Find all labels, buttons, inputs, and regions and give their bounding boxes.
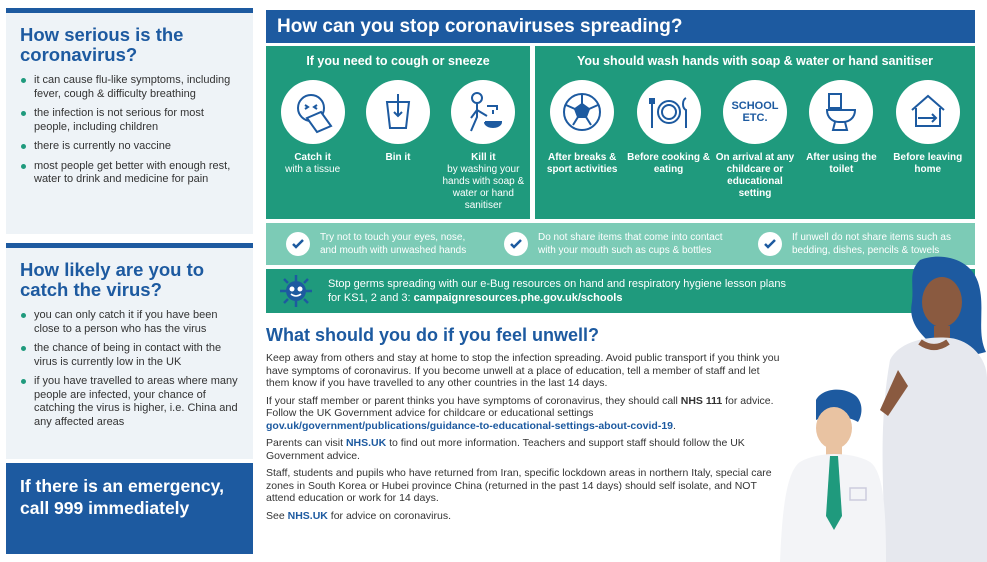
ebug-line1: Stop germs spreading with our e-Bug resources on hand and respiratory hygiene lesson plans xyxy=(328,278,786,290)
kill-it-item xyxy=(441,80,525,212)
toilet-icon xyxy=(809,80,873,144)
tip-text: Do not share items that come into contact with your mouth such as cups & bottles xyxy=(538,232,723,256)
after-breaks-item xyxy=(540,80,624,200)
main-title: How can you stop coronaviruses spreading? xyxy=(266,10,975,43)
unwell-paragraph xyxy=(266,395,781,433)
school-sign-icon xyxy=(723,80,787,144)
cough-heading: If you need to cough or sneeze xyxy=(306,54,490,68)
check-icon xyxy=(504,232,528,256)
tip-text: Try not to touch your eyes, nose, and mouth with unwashed hands xyxy=(320,232,467,256)
likely-panel xyxy=(6,243,253,459)
unwell-paragraph xyxy=(266,437,781,462)
before-cooking-label: Before cooking & eating xyxy=(627,152,710,175)
wash-heading: You should wash hands with soap & water or hand sanitiser xyxy=(576,54,934,68)
gov-guidance-link[interactable]: gov.uk/government/publications/guidance-to-educational-settings-about-covid-19 xyxy=(266,419,674,432)
serious-list xyxy=(20,74,243,187)
after-breaks-label: After breaks & sport activities xyxy=(546,152,618,175)
cough-sneeze-panel xyxy=(266,46,530,219)
unwell-body xyxy=(266,352,781,527)
on-arrival-item xyxy=(713,80,797,200)
tissue-icon xyxy=(281,80,345,144)
school-sign-text: SCHOOL ETC. xyxy=(731,100,779,124)
teacher-student-illustration xyxy=(770,250,987,562)
catch-it-label: Catch it xyxy=(294,152,331,163)
before-cooking-item xyxy=(627,80,711,200)
after-toilet-label: After using the toilet xyxy=(806,152,877,175)
text-span: . xyxy=(673,419,676,432)
bin-icon xyxy=(366,80,430,144)
wash-hands-panel xyxy=(535,46,975,219)
nhs111-text: NHS 111 xyxy=(680,394,723,407)
kill-it-sub: by washing your hands with soap & water or hand sanitiser xyxy=(442,164,525,211)
ebug-link[interactable]: campaignresources.phe.gov.uk/schools xyxy=(413,292,623,304)
text-span: for advice on coronavirus. xyxy=(327,509,452,522)
unwell-paragraph xyxy=(266,510,781,523)
text-span: See xyxy=(266,509,288,522)
unwell-paragraph: Staff, students and pupils who have returned from Iran, specific lockdown areas in northern Italy, special care zones in South Korea or Hubei province China (returned in the past 14 days) should self isolate, and NOT attend education or work for 14 days. xyxy=(266,467,772,504)
list-item: if you have travelled to areas where many people are infected, your chance of catching the virus is higher, i.e. China and any affected areas xyxy=(20,375,243,429)
ebug-line2: for KS1, 2 and 3: xyxy=(328,292,414,304)
emergency-callout: If there is an emergency, call 999 immediately xyxy=(6,463,253,554)
after-toilet-item xyxy=(799,80,883,200)
house-icon xyxy=(896,80,960,144)
list-item: the chance of being in contact with the virus is currently low in the UK xyxy=(20,342,243,369)
kill-it-label: Kill it xyxy=(471,152,496,163)
check-icon xyxy=(286,232,310,256)
list-item: there is currently no vaccine xyxy=(20,140,243,154)
serious-title: How serious is the coronavirus? xyxy=(20,24,184,65)
football-icon xyxy=(550,80,614,144)
text-span: If your staff member or parent thinks you have symptoms of coronavirus, they should call xyxy=(266,394,681,407)
list-item: most people get better with enough rest, water to drink and medicine for pain xyxy=(20,160,243,187)
nhs-link[interactable]: NHS.UK xyxy=(345,437,387,449)
list-item: the infection is not serious for most people, including children xyxy=(20,107,243,134)
nhs-link[interactable]: NHS.UK xyxy=(287,509,328,522)
unwell-title: What should you do if you feel unwell? xyxy=(266,325,599,345)
before-leaving-item xyxy=(886,80,970,200)
tip-text: If unwell do not share items such as bedding, dishes, pencils & towels xyxy=(792,232,951,256)
tip-item xyxy=(266,223,484,265)
list-item: it can cause flu-like symptoms, including fever, cough & difficulty breathing xyxy=(20,74,243,101)
serious-panel xyxy=(6,8,253,234)
bin-it-item xyxy=(356,80,440,212)
germ-icon xyxy=(278,273,314,309)
left-column xyxy=(6,8,253,554)
text-span: to find out more information. Teachers and support staff should follow the UK Government advice. xyxy=(266,437,745,462)
wash-hands-icon xyxy=(451,80,515,144)
before-leaving-label: Before leaving home xyxy=(893,152,963,175)
tip-item xyxy=(484,223,738,265)
list-item: you can only catch it if you have been close to a person who has the virus xyxy=(20,309,243,336)
plate-cutlery-icon xyxy=(637,80,701,144)
likely-title: How likely are you to catch the virus? xyxy=(20,259,205,300)
text-span: for advice. Follow the UK Government advice for childcare or educational settings xyxy=(266,394,774,419)
on-arrival-label: On arrival at any childcare or educational setting xyxy=(715,152,795,199)
text-span: Parents can visit xyxy=(266,437,346,449)
catch-it-item xyxy=(271,80,355,212)
likely-list xyxy=(20,309,243,429)
unwell-paragraph: Keep away from others and stay at home to stop the infection spreading. Avoid public transport if you think you have symptoms of coronavirus. If you become unwell at a place of education, tell a member of staff and let them know if you have travelled to any other countries in the last 14 days. xyxy=(266,352,780,389)
bin-it-label: Bin it xyxy=(385,152,411,163)
catch-it-sub: with a tissue xyxy=(285,164,341,175)
